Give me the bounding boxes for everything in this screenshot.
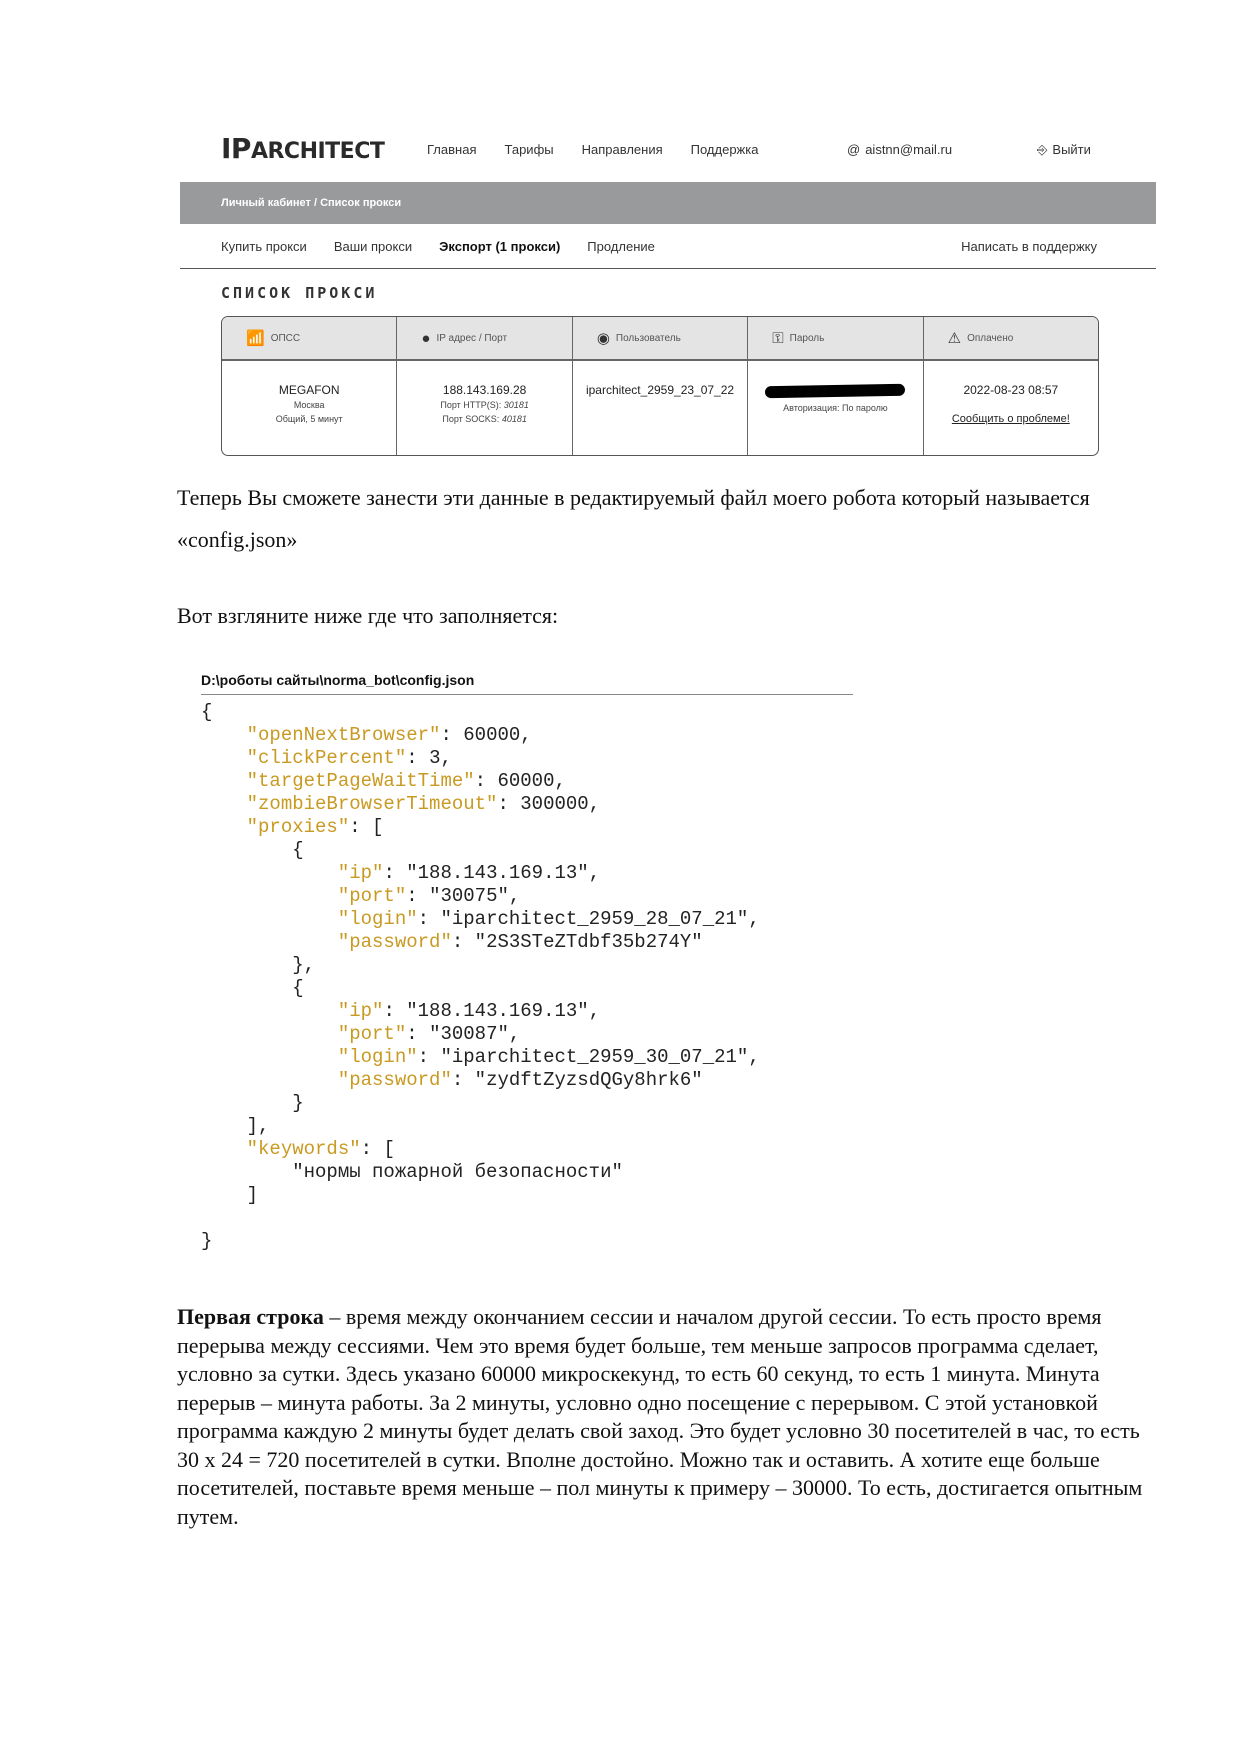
config-json-code: { "openNextBrowser": 60000, "clickPercent": 3, "targetPageWaitTime": 60000, "zombieBrowserTimeout": 300000, "proxies": [ { "ip": "188.143.169.13", "port": "30075", "login": "iparchitect_2959_28_07_21", "password": "2S3STeZTdbf35b274Y" }, { "ip": "188.143.169.13", "port": "30087", "login": "iparchitect_2959_30_07_21", "password": "zydftZyzsdQGy8hrk6" } ], "keywords": [ "нормы пожарной безопасности" ] } — [201, 701, 760, 1252]
divider — [201, 694, 853, 695]
column-password: ⚿ Пароль — [748, 317, 923, 359]
report-problem-link[interactable]: Сообщить о проблеме! — [951, 413, 1070, 425]
nav-directions[interactable]: Направления — [581, 142, 663, 157]
table-row — [222, 361, 1098, 455]
cell-paid: 2022-08-23 08:57 Сообщить о проблеме! — [924, 361, 1098, 455]
breadcrumb-bar — [180, 182, 1156, 224]
user-account[interactable] — [847, 142, 952, 157]
logout-icon: ⎆ — [1037, 142, 1048, 157]
tab-buy-proxy[interactable]: Купить прокси — [221, 239, 307, 254]
user-email: aistnn@mail.ru — [865, 142, 953, 157]
cell-operator: MEGAFON Москва Общий, 5 минут — [222, 361, 397, 455]
config-file-path: D:\роботы сайты\norma_bot\config.json — [201, 672, 475, 688]
nav-tariffs[interactable]: Тарифы — [504, 142, 554, 157]
nav-home[interactable]: Главная — [427, 142, 477, 157]
write-support-link[interactable]: Написать в поддержку — [961, 239, 1097, 254]
user-icon: ◉ — [596, 330, 610, 347]
paragraph-first-line-explanation: Первая строка – время между окончанием сессии и началом другой сессии. То есть просто время перерыва между сессиями. Чем это время будет больше, тем меньше запросов программа сделает, условно за сутки. Здесь указано 60000 микроскекунд, то есть 60 секунд, то есть 1 минута. Минута перерыв – минута работы. За 2 минуты, условно одно посещение с перерывом. С этой установкой программа каждую 2 минуты будет делать свой заход. Это будет условно 30 посетителей в час, то есть 30 x 24 = 720 посетителей в сутки. Вполне достойно. Можно так и оставить. А хотите еще больше посетителей, поставьте время меньше – пол минуты к примеру – 30000. То есть, достигается опытным путем. — [177, 1304, 1143, 1529]
tab-renewal[interactable]: Продление — [587, 239, 655, 254]
cell-password: Авторизация: По паролю — [748, 361, 923, 455]
tab-your-proxies[interactable]: Ваши прокси — [333, 239, 413, 254]
paragraph-config-intro: Теперь Вы сможете занести эти данные в редактируемый файл моего робота который называется «config.json» — [177, 485, 1090, 552]
redacted-password — [765, 384, 905, 398]
logout-button[interactable]: ⎆ Выйти — [1037, 142, 1091, 157]
column-paid: ⚠ Оплачено — [947, 330, 1014, 347]
table-header — [222, 317, 1098, 361]
cell-ip: 188.143.169.28 Порт HTTP(S): 30181 Порт SOCKS: 40181 — [397, 361, 572, 455]
cell-user: iparchitect_2959_23_07_22 — [573, 361, 748, 455]
site-header — [180, 118, 1156, 182]
breadcrumb: Личный кабинет / Список прокси — [221, 197, 402, 209]
column-user: ◉ Пользователь — [573, 317, 748, 359]
warning-icon: ⚠ — [947, 330, 962, 347]
proxy-site-screenshot — [180, 118, 1156, 425]
column-ip: ● IP адрес / Порт — [397, 317, 572, 359]
paragraph-look-below: Вот взгляните ниже где что заполняется: — [177, 603, 559, 628]
key-icon: ⚿ — [772, 329, 784, 347]
antenna-icon: 📶 — [246, 330, 265, 347]
at-sign-icon: @ — [847, 142, 861, 157]
column-operator: 📶 ОПСС — [222, 317, 397, 359]
sub-navigation — [180, 224, 1156, 269]
tab-export[interactable]: Экспорт (1 прокси) — [439, 239, 561, 254]
section-title: СПИСОК ПРОКСИ — [221, 284, 378, 302]
first-line-heading: Первая строка — [177, 1304, 324, 1329]
location-pin-icon: ● — [421, 329, 431, 347]
nav-support[interactable]: Поддержка — [690, 142, 759, 157]
iparchitect-logo[interactable]: IPARCHITECT — [221, 132, 385, 165]
main-nav — [427, 142, 758, 157]
proxy-table — [221, 316, 1099, 456]
